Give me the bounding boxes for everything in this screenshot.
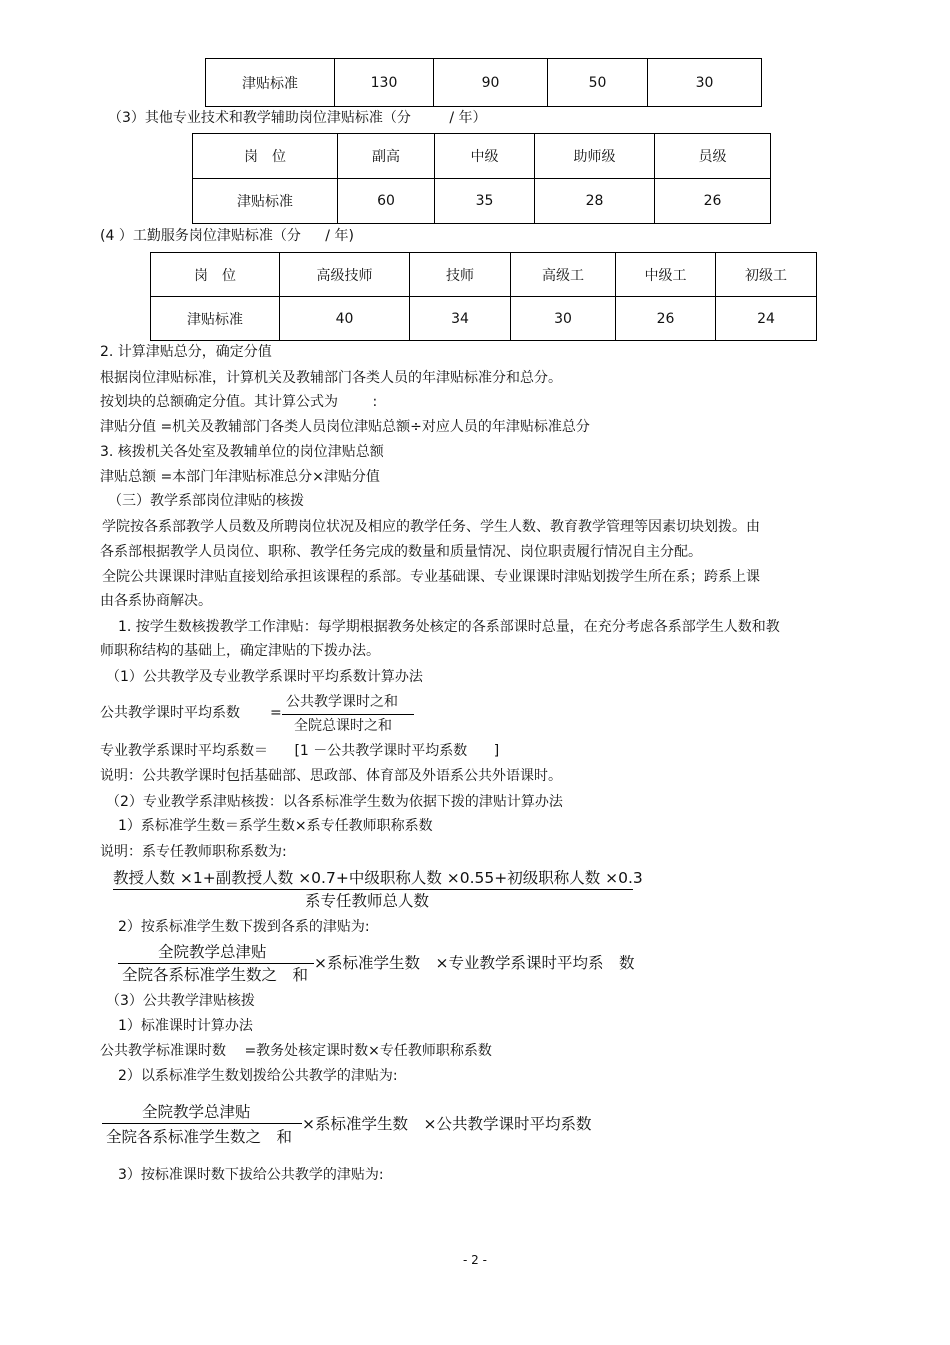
paragraph: 1. 按学生数核拨教学工作津贴：每学期根据教务处核定的各系部课时总量，在充分考虑各系部学生人数和教 [118,619,780,635]
paragraph-text: 按划块的总额确定分值。其计算公式为 [100,394,338,410]
table-cell: 津贴标准 [193,179,338,224]
table-1 [205,58,762,107]
fraction-numerator: 公共教学课时之和 [286,694,398,710]
table-row [151,297,817,341]
page-number: - 2 - [463,1253,487,1267]
table-row [206,59,762,107]
paragraph: 2）按系标准学生数下拨到各系的津贴为: [118,919,370,935]
equals-sign: = [270,705,282,721]
section-3-title-text: （3）其他专业技术和教学辅助岗位津贴标准（分 [108,110,411,126]
table-cell: 34 [410,297,511,341]
fraction-denominator: 全院各系标准学生数之 和 [122,966,309,984]
heading-3: 3. 核拨机关各处室及教辅单位的岗位津贴总额 [100,444,384,460]
fraction-numerator: 全院教学总津贴 [142,1103,251,1121]
formula-bracket: [1 －公共教学课时平均系数 [294,743,468,759]
table-cell: 90 [434,59,548,107]
table-2 [192,133,771,224]
table-cell: 岗 位 [151,253,280,297]
paragraph-colon: : [372,394,378,410]
table-cell: 40 [280,297,410,341]
fraction-denominator: 全院各系标准学生数之 和 [106,1128,293,1146]
table-cell: 高级工 [511,253,616,297]
formula-line [100,744,499,758]
section-3-title [108,111,487,125]
table-cell: 35 [435,179,535,224]
table-cell: 津贴标准 [151,297,280,341]
heading-2: 2. 计算津贴总分，确定分值 [100,344,272,360]
paragraph: 各系部根据教学人员岗位、职称、教学任务完成的数量和质量情况、岗位职责履行情况自主分配。 [100,544,702,560]
fraction-denominator: 全院总课时之和 [294,718,392,734]
fraction-bar [102,1123,302,1124]
fraction-numerator: 全院教学总津贴 [158,943,267,961]
subheading: （3）公共教学津贴核拨 [106,993,255,1009]
paragraph: 3）按标准课时数下拔给公共教学的津贴为: [118,1167,384,1183]
formula-label: 公共教学课时平均系数 [100,705,240,721]
formula-line: 公共教学标准课时数 =教务处核定课时数×专任教师职称系数 [100,1043,492,1059]
subheading: （2）专业教学系津贴核拨：以各系标准学生数为依据下拨的津贴计算办法 [106,794,563,810]
paragraph: 2）以系标准学生数划拨给公共教学的津贴为: [118,1068,398,1084]
table-cell: 30 [648,59,762,107]
table-cell: 50 [548,59,648,107]
table-row [193,179,771,224]
paragraph: 根据岗位津贴标准，计算机关及教辅部门各类人员的年津贴标准分和总分。 [100,370,562,386]
fraction-bar [113,889,633,890]
section-4-title-unit: / 年) [325,228,354,244]
table-cell: 员级 [655,134,771,179]
fraction-bar [282,714,414,715]
paragraph: 1）标准课时计算办法 [118,1018,253,1034]
paragraph: 由各系协商解决。 [100,593,212,609]
note: 说明：系专任教师职称系数为: [100,844,287,860]
formula-bracket-close: ] [493,743,500,759]
table-cell: 高级技师 [280,253,410,297]
table-cell: 60 [338,179,435,224]
paragraph-text: 学院按各系部教学人员数及所聘岗位状况及相应的教学任务、学生人数、教育教学管理等因素切块划拨。由 [102,519,760,535]
paragraph [100,395,377,409]
table-cell: 26 [616,297,716,341]
paragraph: 师职称结构的基础上，确定津贴的下拨办法。 [100,643,380,659]
note: 说明：公共教学课时包括基础部、思政部、体育部及外语系公共外语课时。 [100,768,562,784]
table-cell: 副高 [338,134,435,179]
fraction-denominator: 系专任教师总人数 [305,892,430,910]
table-cell: 津贴标准 [206,59,335,107]
table-cell: 技师 [410,253,511,297]
table-cell: 岗 位 [193,134,338,179]
table-cell: 30 [511,297,616,341]
formula-line: 津贴总额 =本部门年津贴标准总分×津贴分值 [100,469,380,485]
section-4-title-text: (4 ）工勤服务岗位津贴标准（分 [100,228,301,244]
table-cell: 助师级 [535,134,655,179]
table-cell: 初级工 [716,253,817,297]
table-cell: 中级工 [616,253,716,297]
paragraph: 1）系标准学生数＝系学生数×系专任教师职称系数 [118,818,433,834]
table-cell: 24 [716,297,817,341]
formula-line: 津贴分值 =机关及教辅部门各类人员岗位津贴总额÷对应人员的年津贴标准总分 [100,419,590,435]
table-row [193,134,771,179]
paragraph [100,520,760,534]
section-4-title [100,229,354,243]
table-cell: 中级 [435,134,535,179]
formula-text: ×系标准学生数 ×专业教学系课时平均系 数 [314,954,635,972]
table-3 [150,252,817,341]
fraction-bar [118,963,314,964]
table-row [151,253,817,297]
section-3-title-unit: / 年） [449,110,487,126]
section-heading: （三）教学系部岗位津贴的核拨 [108,493,304,509]
subheading: （1）公共教学及专业教学系课时平均系数计算办法 [106,669,423,685]
formula-text: ×系标准学生数 ×公共教学课时平均系数 [302,1115,592,1133]
paragraph: 全院公共课课时津贴直接划给承担该课程的系部。专业基础课、专业课课时津贴划拨学生所在系；跨系上课 [102,569,760,585]
table-cell: 26 [655,179,771,224]
fraction-numerator: 教授人数 ×1+副教授人数 ×0.7+中级职称人数 ×0.55+初级职称人数 ×0.3 [113,869,643,887]
formula-text: 专业教学系课时平均系数＝ [100,743,268,759]
table-cell: 130 [335,59,434,107]
table-cell: 28 [535,179,655,224]
